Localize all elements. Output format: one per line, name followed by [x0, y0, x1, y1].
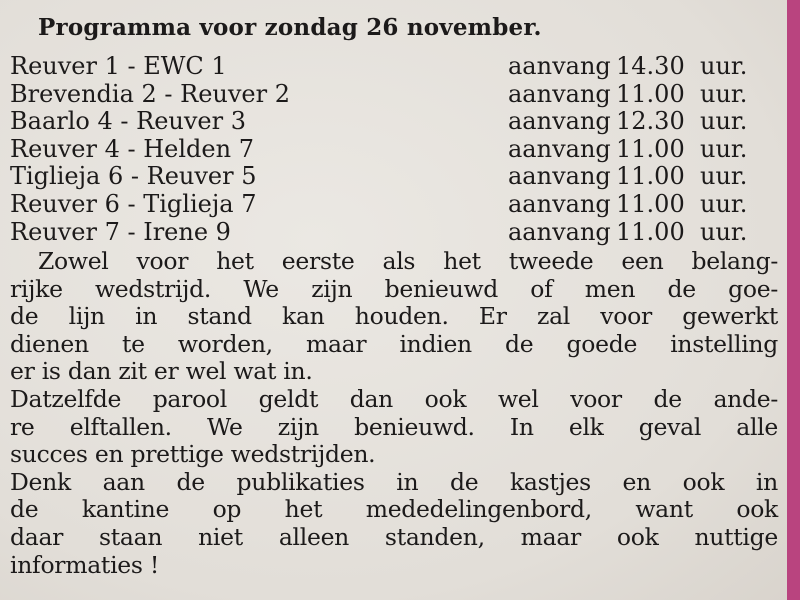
program-title: Programma voor zondag 26 november.: [38, 14, 542, 41]
schedule-row: [10, 218, 780, 245]
schedule-row: [10, 162, 780, 189]
magenta-edge: [787, 0, 800, 600]
schedule-row: [10, 190, 780, 217]
match-name: Reuver 1 - EWC 1: [10, 52, 227, 80]
body-line: Denk aan de publikaties in de kastjes en ook in: [10, 467, 778, 496]
time-unit: uur.: [700, 134, 748, 163]
body-line: dienen te worden, maar indien de goede instelling: [10, 329, 778, 358]
start-label: aanvang: [508, 107, 611, 136]
match-name: Reuver 7 - Irene 9: [10, 217, 231, 246]
match-name: Reuver 6 - Tiglieja 7: [10, 190, 257, 218]
schedule-row: [10, 52, 780, 79]
match-name: Reuver 4 - Helden 7: [10, 134, 254, 163]
start-time: 11.00: [616, 134, 685, 163]
time-unit: uur.: [700, 162, 748, 191]
time-unit: uur.: [700, 107, 748, 136]
body-line: Datzelfde parool geldt dan ook wel voor de ande-: [10, 385, 778, 413]
start-label: aanvang: [508, 52, 611, 80]
body-line: de lijn in stand kan houden. Er zal voor gewerkt: [10, 302, 778, 331]
start-time: 11.00: [616, 217, 685, 246]
time-unit: uur.: [700, 217, 748, 246]
start-label: aanvang: [508, 162, 611, 191]
time-unit: uur.: [700, 79, 748, 108]
match-name: Brevendia 2 - Reuver 2: [10, 79, 291, 108]
start-time: 11.00: [616, 162, 685, 191]
start-label: aanvang: [508, 190, 611, 218]
schedule-row: [10, 80, 780, 107]
body-line: informaties !: [10, 550, 159, 579]
start-label: aanvang: [508, 79, 611, 108]
schedule-row: [10, 135, 780, 162]
body-line: re elftallen. We zijn benieuwd. In elk geval alle: [10, 412, 778, 441]
start-time: 11.00: [616, 190, 685, 218]
body-line: succes en prettige wedstrijden.: [10, 440, 376, 469]
schedule-row: [10, 107, 780, 134]
start-time: 11.00: [616, 79, 685, 108]
body-line: daar staan niet alleen standen, maar ook nuttige: [10, 523, 778, 551]
match-name: Tiglieja 6 - Reuver 5: [10, 162, 257, 191]
start-label: aanvang: [508, 134, 611, 163]
start-label: aanvang: [508, 217, 611, 246]
start-time: 14.30: [616, 52, 685, 80]
body-line: de kantine op het mededelingenbord, want ook: [10, 495, 778, 524]
body-line: Zowel voor het eerste als het tweede een belang-: [38, 247, 778, 275]
start-time: 12.30: [616, 107, 685, 136]
body-line: er is dan zit er wel wat in.: [10, 357, 313, 386]
time-unit: uur.: [700, 190, 748, 218]
match-name: Baarlo 4 - Reuver 3: [10, 107, 246, 136]
time-unit: uur.: [700, 52, 748, 80]
body-line: rijke wedstrijd. We zijn benieuwd of men de goe-: [10, 274, 778, 303]
